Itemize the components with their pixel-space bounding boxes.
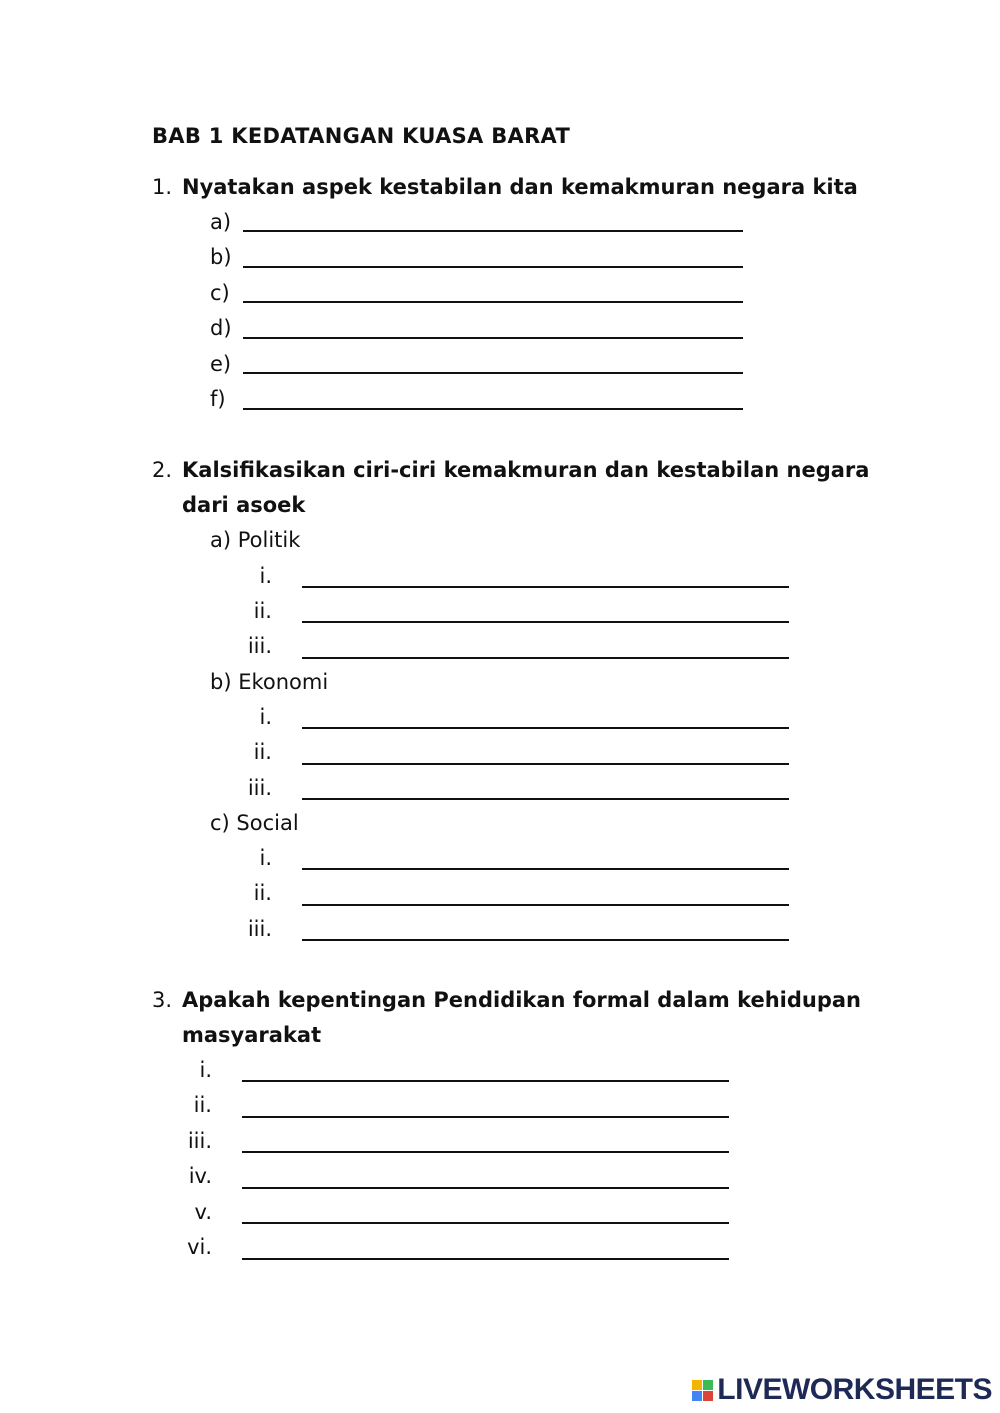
logo-square-i <box>703 1380 713 1390</box>
q2a-answer-line-2[interactable] <box>302 621 789 623</box>
q1-label-a: a) <box>210 210 232 234</box>
question-2-text-line2: dari asoek <box>182 493 306 517</box>
q2b-answer-line-3[interactable] <box>302 798 789 800</box>
q2c-roman-1: i. <box>259 846 272 870</box>
q2c-roman-3: iii. <box>247 917 272 941</box>
logo-square-v <box>692 1391 702 1401</box>
q3-answer-line-5[interactable] <box>242 1222 729 1224</box>
q3-answer-line-3[interactable] <box>242 1151 729 1153</box>
question-2-number: 2. <box>152 458 173 482</box>
liveworksheets-brand: LIVEWORKSHEETS <box>717 1373 992 1406</box>
q2-section-politik: a) Politik <box>210 528 301 552</box>
q1-answer-line-d[interactable] <box>243 337 743 339</box>
q2a-roman-1: i. <box>259 564 272 588</box>
q1-answer-line-f[interactable] <box>243 408 743 410</box>
q1-label-b: b) <box>210 245 232 269</box>
q3-answer-line-6[interactable] <box>242 1258 729 1260</box>
q2b-roman-1: i. <box>259 705 272 729</box>
q1-label-c: c) <box>210 281 230 305</box>
q1-label-f: f) <box>210 387 226 411</box>
q2c-answer-line-2[interactable] <box>302 904 789 906</box>
q2c-answer-line-3[interactable] <box>302 939 789 941</box>
question-1-number: 1. <box>152 175 173 199</box>
worksheet-title: BAB 1 KEDATANGAN KUASA BARAT <box>152 124 571 148</box>
q2b-roman-2: ii. <box>253 740 272 764</box>
q2a-roman-3: iii. <box>247 634 272 658</box>
q2a-answer-line-1[interactable] <box>302 586 789 588</box>
question-1-text: Nyatakan aspek kestabilan dan kemakmuran negara kita <box>182 175 858 199</box>
q2a-roman-2: ii. <box>253 599 272 623</box>
logo-square-l <box>692 1380 702 1390</box>
q1-answer-line-e[interactable] <box>243 372 743 374</box>
q2b-answer-line-1[interactable] <box>302 727 789 729</box>
q2a-answer-line-3[interactable] <box>302 657 789 659</box>
q3-roman-4: iv. <box>188 1164 212 1188</box>
q3-roman-5: v. <box>194 1200 212 1224</box>
q3-answer-line-2[interactable] <box>242 1116 729 1118</box>
question-3-text-line2: masyarakat <box>182 1023 322 1047</box>
q3-answer-line-4[interactable] <box>242 1187 729 1189</box>
q2c-roman-2: ii. <box>253 881 272 905</box>
liveworksheets-logo-icon <box>692 1380 713 1401</box>
q1-label-e: e) <box>210 352 232 376</box>
question-3-number: 3. <box>152 988 173 1012</box>
q2b-answer-line-2[interactable] <box>302 763 789 765</box>
q2c-answer-line-1[interactable] <box>302 868 789 870</box>
logo-square-e <box>703 1391 713 1401</box>
question-2-text-line1: Kalsifikasikan ciri-ciri kemakmuran dan kestabilan negara <box>182 458 870 482</box>
q3-roman-2: ii. <box>193 1093 212 1117</box>
q2-section-ekonomi: b) Ekonomi <box>210 670 329 694</box>
q3-answer-line-1[interactable] <box>242 1080 729 1082</box>
q2-section-social: c) Social <box>210 811 299 835</box>
q3-roman-6: vi. <box>187 1235 212 1259</box>
q1-answer-line-a[interactable] <box>243 230 743 232</box>
question-3-text-line1: Apakah kepentingan Pendidikan formal dalam kehidupan <box>182 988 861 1012</box>
q2b-roman-3: iii. <box>247 776 272 800</box>
q1-answer-line-c[interactable] <box>243 301 743 303</box>
q3-roman-1: i. <box>199 1058 212 1082</box>
liveworksheets-footer <box>692 1373 992 1407</box>
q3-roman-3: iii. <box>187 1129 212 1153</box>
q1-answer-line-b[interactable] <box>243 266 743 268</box>
q1-label-d: d) <box>210 316 232 340</box>
